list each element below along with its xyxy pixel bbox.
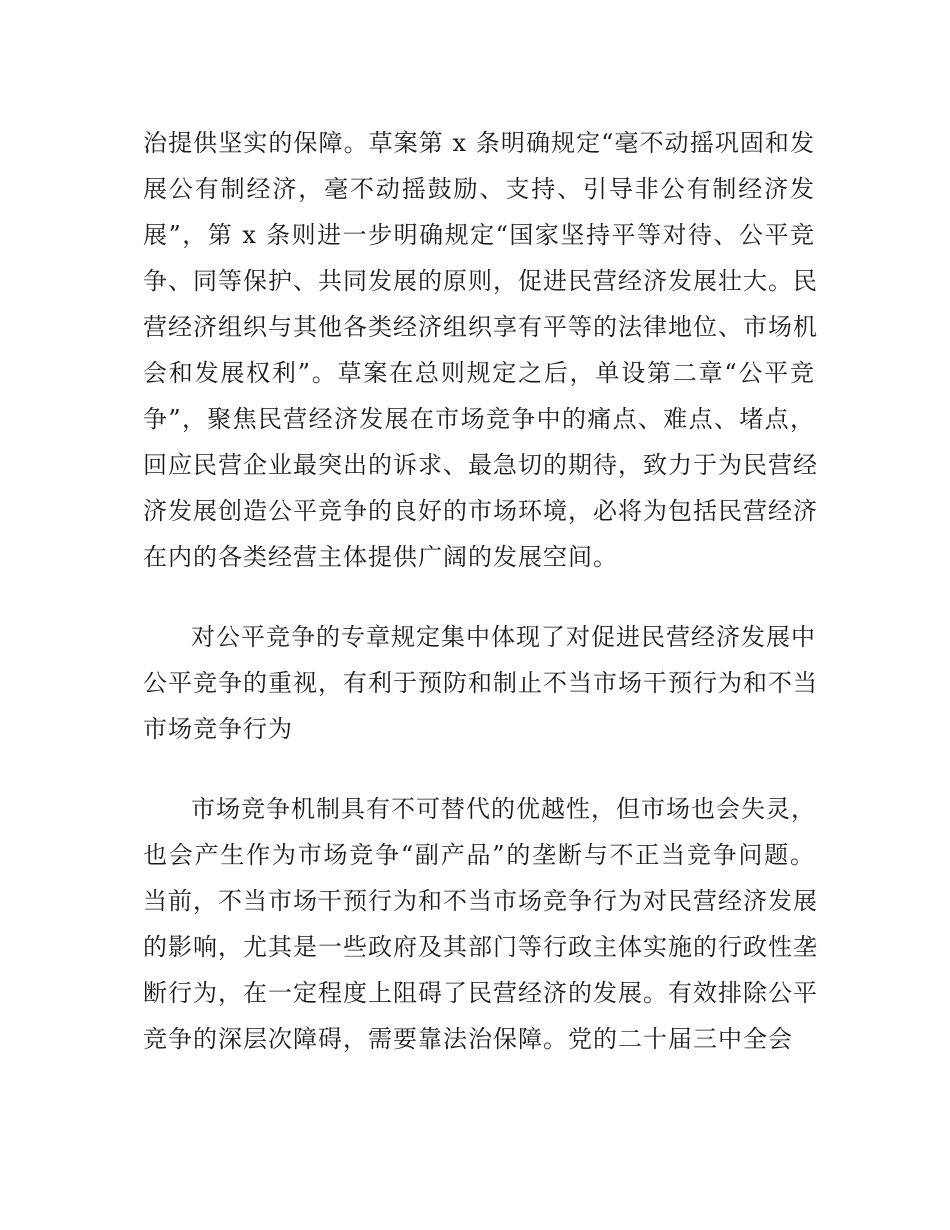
text-line: 公平竞争的重视，有利于预防和制止不当市场干预行为和不当 [143,669,818,697]
text-line: 营经济组织与其他各类经济组织享有平等的法律地位、市场机 [143,313,818,341]
text-line: 争、同等保护、共同发展的原则，促进民营经济发展壮大。民 [143,267,818,295]
document-body [143,120,818,1062]
text-line: 会和发展权利”。草案在总则规定之后，单设第二章“公平竞 [143,359,815,387]
text-line: 展”，第 x 条则进一步明确规定“国家坚持平等对待、公平竞 [143,221,815,249]
text-line: 展公有制经济，毫不动摇鼓励、支持、引导非公有制经济发 [143,175,815,203]
text-line: 竞争的深层次障碍，需要靠法治保障。党的二十届三中全会 [143,1025,793,1053]
paragraph-2-heading [143,614,818,752]
text-line: 的影响，尤其是一些政府及其部门等行政主体实施的行政性垄 [143,933,818,961]
text-line: 断行为，在一定程度上阻碍了民营经济的发展。有效排除公平 [143,979,818,1007]
paragraph-spacer [143,752,815,786]
text-line: 市场竞争机制具有不可替代的优越性，但市场也会失灵， [191,795,816,823]
text-line: 对公平竞争的专章规定集中体现了对促进民营经济发展中 [191,623,816,651]
paragraph-1 [143,120,818,580]
text-line: 在内的各类经营主体提供广阔的发展空间。 [143,543,618,571]
text-line: 当前，不当市场干预行为和不当市场竞争行为对民营经济发展 [143,887,818,915]
paragraph-spacer [143,580,815,614]
text-line: 济发展创造公平竞争的良好的市场环境，必将为包括民营经济 [143,497,818,525]
text-line: 争”，聚焦民营经济发展在市场竞争中的痛点、难点、堵点， [143,405,815,433]
text-line: 市场竞争行为 [143,715,293,743]
text-line: 治提供坚实的保障。草案第 x 条明确规定“毫不动摇巩固和发 [143,129,815,157]
text-line: 回应民营企业最突出的诉求、最急切的期待，致力于为民营经 [143,451,818,479]
paragraph-3 [143,786,818,1062]
text-line: 也会产生作为市场竞争“副产品”的垄断与不正当竞争问题。 [143,841,815,869]
